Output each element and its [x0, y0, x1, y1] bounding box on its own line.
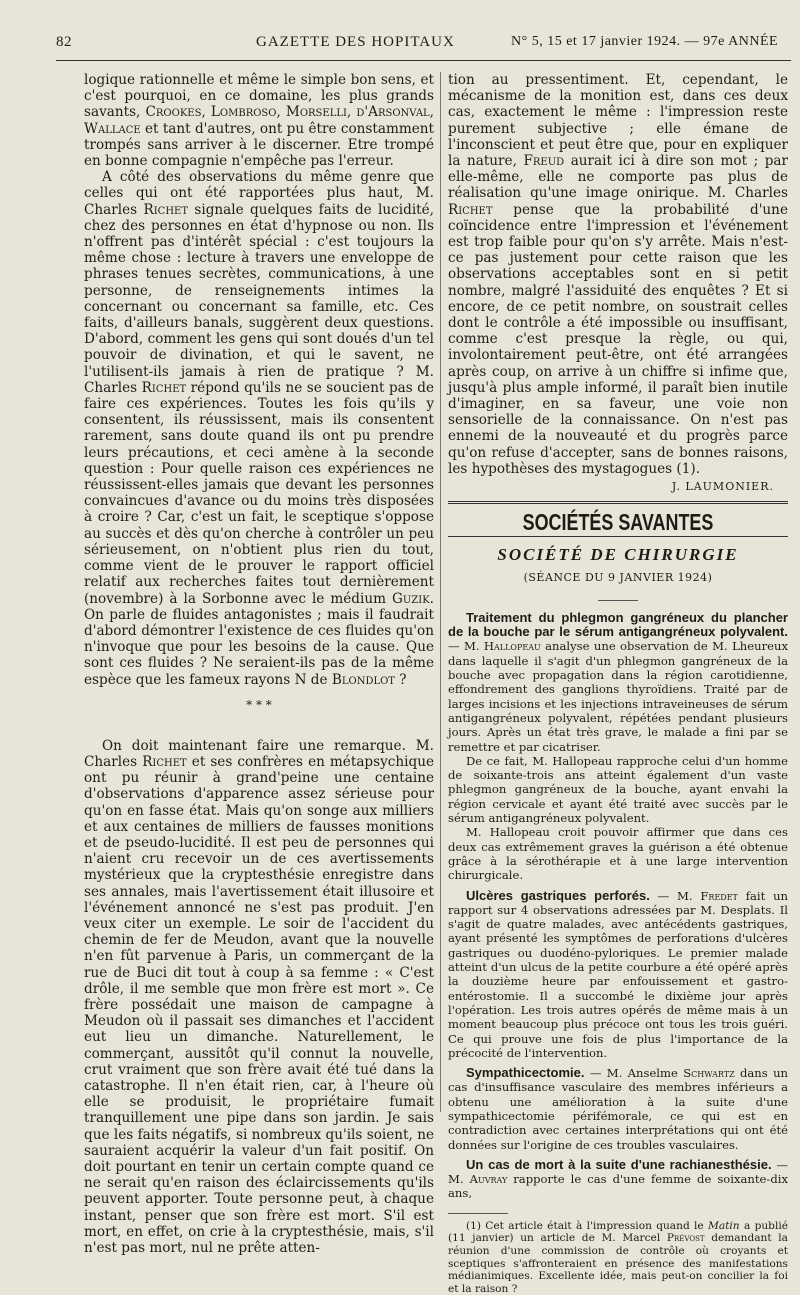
right-column — [448, 72, 788, 1295]
society-title: SOCIÉTÉ DE CHIRURGIE — [497, 545, 739, 565]
column-divider — [440, 72, 441, 1112]
page-header — [56, 30, 796, 60]
section-rule-bottom — [448, 536, 788, 537]
article-title: Un cas de mort à la suite d'une rachianesthésie. — [466, 1156, 772, 1172]
issue-info: N° 5, 15 et 17 janvier 1924. — 97e ANNÉE — [511, 34, 779, 49]
author-signature: J. LAUMONIER. — [671, 480, 774, 494]
asterism-divider: * * * — [246, 697, 272, 712]
left-column — [84, 72, 434, 1256]
article-paragraph: De ce fait, M. Hallopeau rapproche celui d'un homme de soixante-trois ans atteint également d'un vaste phlegmon gangréneux de la bouche, ayant envahi la région cervicale et ayant été traité avec succès par le sérum antigangréneux polyvalent. — [448, 753, 788, 826]
paragraph: A côté des observations du même genre que celles qui ont été rapportées plus haut, M. Charles Richet signale quelques faits de lucidité, chez des personnes en état d'hypnose ou non. Ils n'offrent pas d'intérêt spécial : c'est toujours la même chose : lecture à travers une enveloppe de phrases tenues secrètes, communications, à une personne, de renseignements intimes la concernant ou concernant sa famille, etc. Ces faits, d'ailleurs banals, suggèrent deux questions. D'abord, comment les gens qui sont doués d'un tel pouvoir de divination, et qui le savent, ne l'utilisent-ils jamais à rien de pratique ? M. Charles Richet répond qu'ils ne se soucient pas de faire ces expériences. Toutes les fois qu'ils y consentent, ils réussissent, mais ils consentent rarement, sans doute quand ils ont pu prendre leurs précautions, et ceci amène à la seconde question : Pour quelle raison ces expériences ne réussissent-elles jamais que devant les personnes convaincues d'avance ou du moins très disposées à croire ? Car, c'est un fait, le sceptique s'oppose au succès et dès qu'on cherche à contrôler un peu sérieusement, on n'obtient plus rien du tout, comme vient de le prouver le rapport officiel relatif aux recherches faites tout dernièrement (novembre) à la Sorbonne avec le médium Guzik. On parle de fluides antagonistes ; mais il faudrait d'abord démontrer l'existence de ces fluides qu'on n'invoque que pour les besoins de la cause. Que sont ces fluides ? Ne seraient-ils pas de la même espèce que les fameux rayons N de Blondlot ? — [84, 169, 434, 688]
author-names: Crookes, Lombroso, Morselli, d'Arsonval, Wallace — [84, 104, 434, 137]
header-rule — [56, 60, 791, 61]
article-title: Ulcères gastriques perforés. — [466, 887, 650, 903]
article-paragraph: Ulcères gastriques perforés. — M. Fredet fait un rapport sur 4 observations adressées par M. Desplats. Il s'agit de quatre malades, avec antécédents gastriques, ayant présenté les symptômes de perforations d'ulcères gastriques ou duodéno-pyloriques. Le premier malade atteint d'un ulcus de la petite courbure a été opéré après la douzième heure par enfouissement et gastro-entérostomie. Il a succombé le dixième jour après l'opération. Les trois autres opérés de même mais à un moment beaucoup plus précoce ont tous les trois guéri. Ce qui prouve une fois de plus l'importance de la précocité de l'intervention. — [448, 887, 789, 1060]
footnote-rule — [448, 1213, 508, 1214]
article-paragraph: Un cas de mort à la suite d'une rachianesthésie. — M. Auvray rapporte le cas d'une femme de soixante-dix ans, — [448, 1156, 789, 1201]
society-report — [448, 611, 788, 1201]
journal-title: GAZETTE DES HOPITAUX — [256, 34, 455, 50]
article-title: Traitement du phlegmon gangréneux du plancher de la bouche par le sérum antigangréneux polyvalent. — [448, 609, 788, 640]
paragraph: On doit maintenant faire une remarque. M. Charles Richet et ses confrères en métapsychique ont pu réunir à grand'peine une centaine d'observations d'apparence assez sérieuse pour qu'on en fasse état. Mais qu'on songe aux milliers et aux centaines de milliers de fausses monitions et de pseudo-lucidité. Il est peu de personnes qui n'aient cru recevoir un de ces avertissements mystérieux que la cryptesthésie enregistre dans ses annales, mais l'avertissement était illusoire et l'événement annoncé ne s'est pas produit. J'en veux citer un exemple. Le soir de l'accident du chemin de fer de Meudon, avant que la nouvelle n'en fût parvenue à Paris, un commerçant de la rue de Buci dit tout à coup à sa femme : « C'est drôle, il me semble que mon frère est mort ». Ce frère possédait une maison de campagne à Meudon où il passait ses dimanches et l'accident eut lieu un dimanche. Naturellement, le commerçant, aussitôt qu'il connut la nouvelle, crut vraiment que son frère avait été tué dans la catastrophe. Il n'en était rien, car, à l'heure où elle se produisit, le propriétaire fumait tranquillement une pipe dans son jardin. Je sais que les faits négatifs, si nombreux qu'ils soient, ne sauraient acquérir la valeur d'un fait positif. On doit pourtant en tenir un certain compte quand ce ne serait qu'en raison des éclaircissements qu'ils peuvent apporter. Toute personne peut, à chaque instant, penser que son frère est mort. S'il est mort, en effet, on crie à la cryptesthésie, mais, s'il n'est pas mort, nul ne prête atten- — [84, 737, 434, 1257]
short-rule — [598, 600, 638, 601]
page-number: 82 — [56, 34, 72, 50]
article-paragraph: Sympathicectomie. — M. Anselme Schwartz dans un cas d'insuffisance vasculaire des membres inférieurs a obtenu une amélioration à la suite d'une sympathicectomie périfémorale, ce qui est en contradiction avec certaines interprétations qui ont été données sur l'origine de ces troubles vasculaires. — [448, 1065, 788, 1152]
footnote: (1) Cet article était à l'impression quand le Matin a publié (11 janvier) un article de M. Marcel Prévost demandant la réunion d'une commission de contrôle où croyants et sceptiques s'affronteraient en présence des manifestations médianimiques. Excellente idée, mais peut-on concilier la foi et la raison ? — [448, 1219, 788, 1295]
article-paragraph: Traitement du phlegmon gangréneux du plancher de la bouche par le sérum antigangréneux polyvalent. — M. Hallopeau analyse une observation de M. Lheureux dans laquelle il s'agit d'un phlegmon gangréneux de la bouche avec propagation dans la région carotidienne, effondrement des ganglions thyroïdiens. Traité par de larges incisions et les injections intraveineuses de sérum antigangréneux polyvalent, répétées pendant plusieurs jours. Après un état très grave, le malade a fini par se remettre et par cicatriser. — [448, 609, 788, 754]
article-paragraph: M. Hallopeau croit pouvoir affirmer que dans ces deux cas extrêmement graves la guérison a été obtenue grâce à la sérothérapie et à une large intervention chirurgicale. — [448, 825, 788, 883]
section-rule — [448, 501, 788, 504]
article-title: Sympathicectomie. — [466, 1065, 585, 1081]
section-heading: SOCIÉTÉS SAVANTES — [522, 509, 714, 536]
paragraph: logique rationnelle et même le simple bon sens, et c'est pourquoi, en ce domaine, les plus grands savants, Crookes, Lombroso, Morselli, d'Arsonval, Wallace et tant d'autres, ont pu être constamment trompés sans arriver à le discerner. Etre trompé en bonne compagnie n'empêche pas l'erreur. — [84, 72, 434, 170]
session-date: (SÉANCE DU 9 JANVIER 1924) — [523, 570, 713, 584]
paragraph: tion au pressentiment. Et, cependant, le mécanisme de la monition est, dans ces deux cas, exactement le même : l'impression reste purement subjective ; elle émane de l'inconscient et peut être que, pour en expliquer la nature, Freud aurait ici à dire son mot ; par elle-même, elle ne comporte pas plus de réalisation qu'une image onirique. M. Charles Richet pense que la probabilité d'une coïncidence entre l'impression et l'événement est trop faible pour qu'on s'y arrête. Mais n'est-ce pas justement pour cette raison que les observations acceptables sont en si petit nombre, malgré l'assiduité des enquêtes ? Et si encore, de ce petit nombre, on soustrait celles dont le contrôle a été impossible ou insuffisant, comme c'est presque la règle, ou qui, involontairement peut-être, ont été arrangées après coup, on arrive à un chiffre si infime que, jusqu'à plus ample informé, il paraît bien inutile d'imaginer, en sa faveur, une voie non sensorielle de la connaissance. On n'est pas ennemi de la nouveauté et du progrès parce qu'on refuse d'accepter, sans de bonnes raisons, les hypothèses des mystagogues (1). — [448, 72, 788, 477]
